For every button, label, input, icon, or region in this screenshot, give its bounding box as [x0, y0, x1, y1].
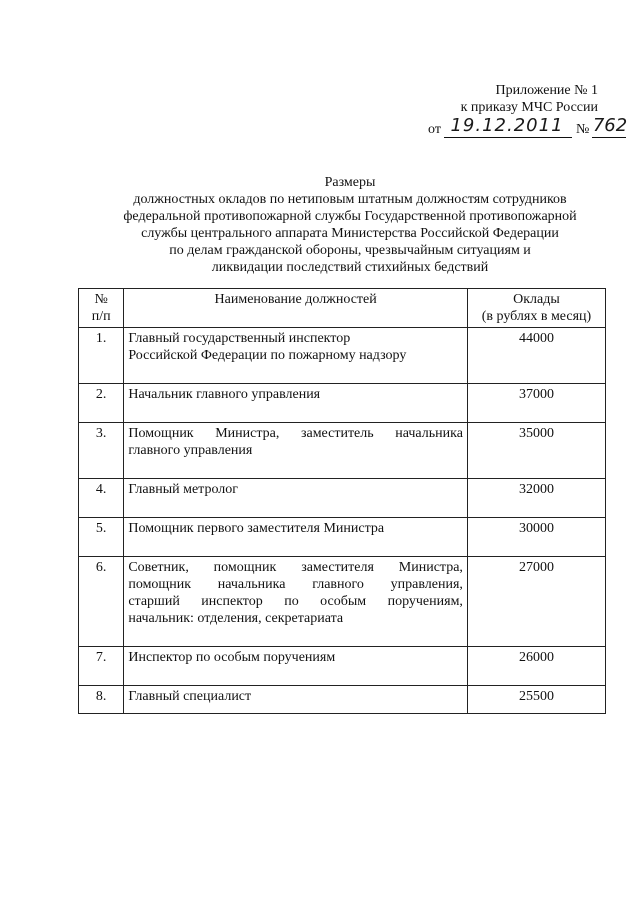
row-number: 7.	[79, 647, 124, 686]
order-date-underline	[444, 137, 572, 138]
row-position	[124, 686, 468, 714]
order-number-underline	[592, 137, 626, 138]
row-number: 2.	[79, 384, 124, 423]
row-number: 3.	[79, 423, 124, 479]
title-heading: Размеры	[324, 175, 376, 190]
row-position-line: Главный государственный инспектор	[128, 331, 351, 346]
row-spacer	[128, 498, 463, 515]
table-row	[79, 518, 606, 557]
title-line: должностных окладов по нетиповым штатным должностям сотрудников	[133, 192, 567, 207]
row-position-line: главного управления	[128, 443, 253, 458]
table-row	[79, 479, 606, 518]
header-salary-unit: (в рублях в месяц)	[481, 309, 592, 324]
row-position	[124, 423, 468, 479]
row-position-line: Инспектор по особым поручениям	[128, 650, 336, 665]
order-number-label: №	[576, 122, 590, 137]
row-number: 1.	[79, 328, 124, 384]
row-salary: 26000	[467, 647, 605, 686]
order-number-handwritten: 762	[592, 115, 628, 136]
header-salary	[467, 289, 605, 328]
table-row	[79, 328, 606, 384]
order-from-label: от	[428, 122, 441, 137]
row-salary: 35000	[467, 423, 605, 479]
table-row	[79, 686, 606, 714]
table-row	[79, 423, 606, 479]
row-position-line: Главный метролог	[128, 482, 238, 497]
row-position	[124, 328, 468, 384]
row-salary: 30000	[467, 518, 605, 557]
row-spacer	[128, 666, 463, 683]
order-date-number-line	[418, 116, 628, 140]
row-position-line: старший инспектор по особым поручениям,	[128, 594, 463, 609]
row-position-line: Помощник Министра, заместитель начальника	[128, 426, 463, 441]
row-salary: 25500	[467, 686, 605, 714]
row-position	[124, 647, 468, 686]
row-position	[124, 557, 468, 647]
header-number-sign: №	[94, 292, 108, 307]
row-spacer	[128, 403, 463, 420]
row-position	[124, 384, 468, 423]
row-position-line: Главный специалист	[128, 689, 252, 704]
table-row	[79, 557, 606, 647]
row-position-line: Начальник главного управления	[128, 387, 321, 402]
salary-table	[78, 288, 606, 714]
header-position-name: Наименование должностей	[124, 289, 468, 328]
row-spacer	[128, 459, 463, 476]
appendix-number: Приложение № 1	[495, 83, 598, 98]
title-line: службы центрального аппарата Министерства Российской Федерации	[141, 226, 559, 241]
row-salary: 44000	[467, 328, 605, 384]
document-title	[70, 174, 630, 276]
row-position-line: Российской Федерации по пожарному надзору	[128, 348, 407, 363]
title-line: по делам гражданской обороны, чрезвычайным ситуациям и	[169, 243, 531, 258]
row-position-line: Помощник первого заместителя Министра	[128, 521, 385, 536]
appendix-header	[338, 82, 598, 116]
row-position	[124, 518, 468, 557]
order-date-handwritten: 19.12.2011	[450, 115, 564, 136]
row-salary: 27000	[467, 557, 605, 647]
row-position-line: начальник: отделения, секретариата	[128, 611, 344, 626]
row-spacer	[128, 364, 463, 381]
row-position	[124, 479, 468, 518]
row-number: 4.	[79, 479, 124, 518]
row-position-line: помощник начальника главного управления,	[128, 577, 463, 592]
row-position-line: Советник, помощник заместителя Министра,	[128, 560, 463, 575]
title-line: ликвидации последствий стихийных бедствий	[211, 260, 489, 275]
header-number	[79, 289, 124, 328]
row-spacer	[128, 705, 463, 711]
row-spacer	[128, 537, 463, 554]
header-salary-title: Оклады	[513, 292, 560, 307]
table-header-row	[79, 289, 606, 328]
row-salary: 32000	[467, 479, 605, 518]
row-number: 5.	[79, 518, 124, 557]
appendix-order-reference: к приказу МЧС России	[460, 100, 598, 115]
header-number-abbr: п/п	[91, 309, 111, 324]
table-row	[79, 384, 606, 423]
row-salary: 37000	[467, 384, 605, 423]
table-row	[79, 647, 606, 686]
row-number: 8.	[79, 686, 124, 714]
row-spacer	[128, 627, 463, 644]
title-line: федеральной противопожарной службы Государственной противопожарной	[123, 209, 577, 224]
row-number: 6.	[79, 557, 124, 647]
